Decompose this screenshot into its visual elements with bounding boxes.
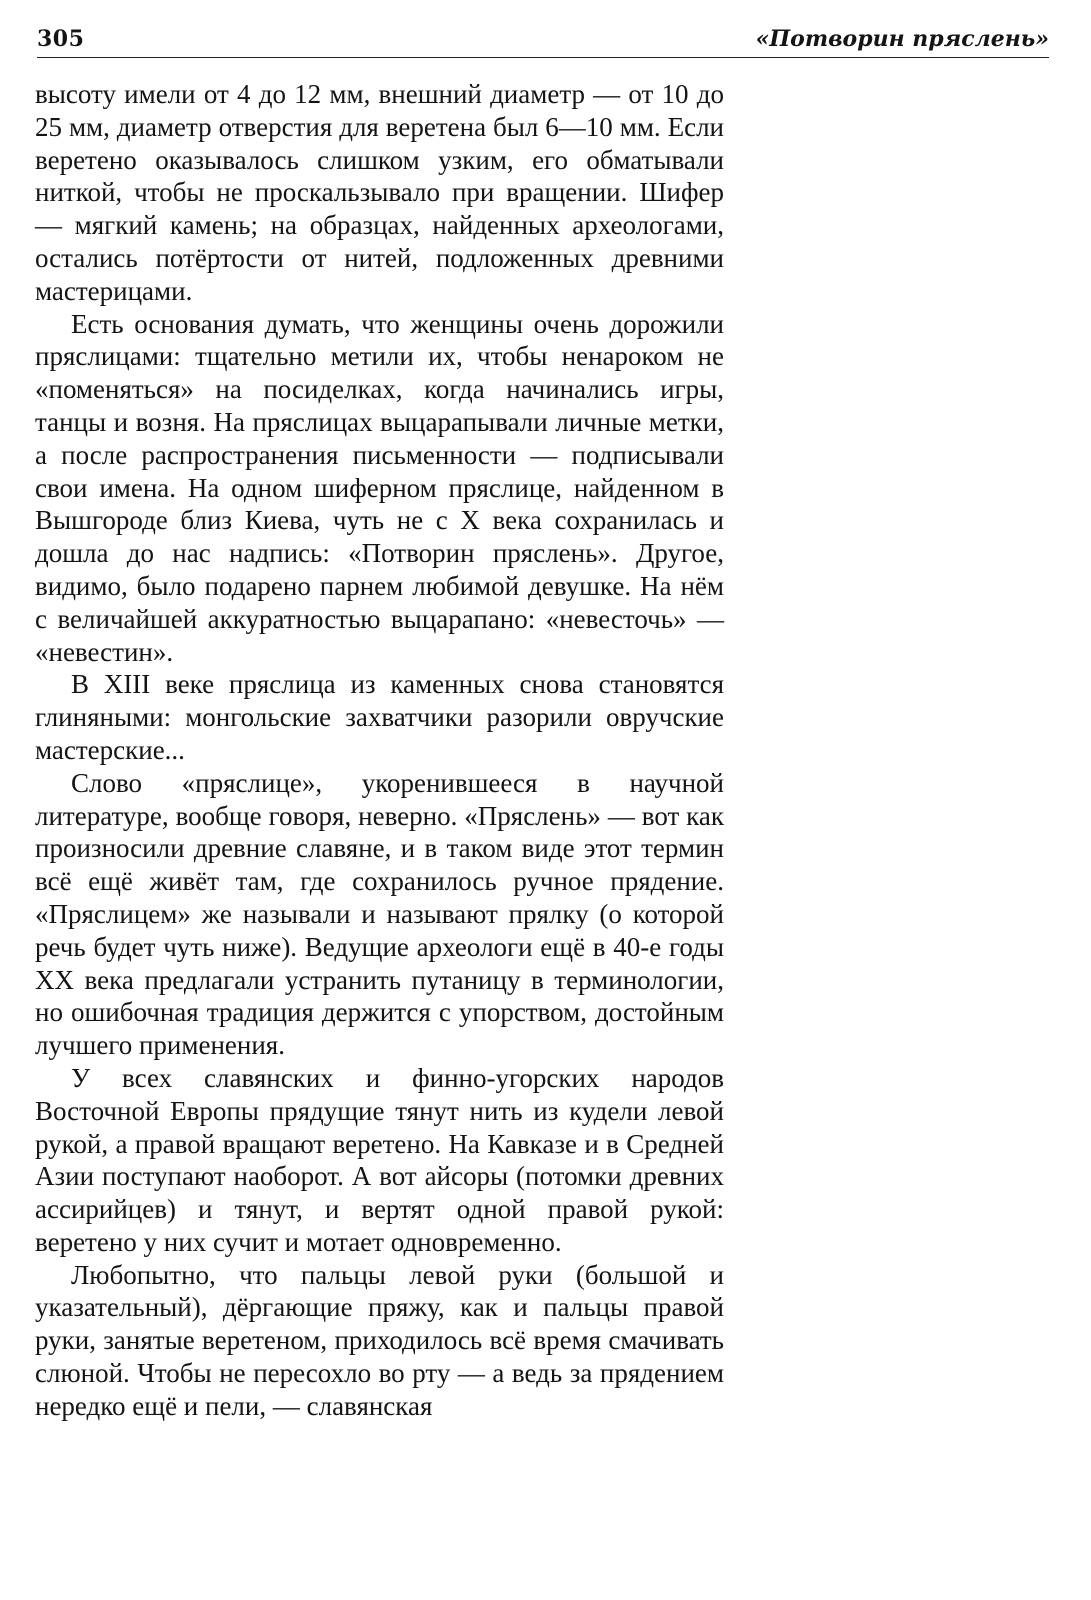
paragraph: Есть основания думать, что женщины очень дорожили пряслицами: тщательно метили их, чтобы ненароком не «поменяться» на посиделках, когда начинались игры, танцы и возня. На пряслицах выцарапывали личные метки, а после распространения письменности — подписывали свои имена. На одном шиферном пряслице, найденном в Вышгороде близ Киева, чуть не с X века сохранилась и дошла до нас надпись: «Потворин пряслень». Другое, видимо, было подарено парнем любимой девушке. На нём с величайшей аккуратностью выцарапано: «невесточь» — «невестин».	[35, 308, 724, 667]
paragraph: Слово «пряслице», укоренившееся в научной литературе, вообще говоря, неверно. «Пряслень» — вот как произносили древние славяне, и в таком виде этот термин всё ещё живёт там, где сохранилось ручное прядение. «Пряслицем» же называли и называют прялку (о которой речь будет чуть ниже). Ведущие археологи ещё в 40-е годы XX века предлагали устранить путаницу в терминологии, но ошибочная традиция держится с упорством, достойным лучшего применения.	[35, 767, 724, 1061]
header-rule	[37, 57, 1049, 58]
page-number: 305	[37, 26, 85, 52]
page-header	[37, 24, 1049, 60]
running-title: «Потворин пряслень»	[755, 26, 1049, 52]
body-text	[35, 78, 724, 1423]
paragraph-continuation: высоту имели от 4 до 12 мм, внешний диаметр — от 10 до 25 мм, диаметр отверстия для веретена был 6—10 мм. Если веретено оказывалось слишком узким, его обматывали ниткой, чтобы не проскальзывало при вращении. Шифер — мягкий камень; на образцах, найденных археологами, остались потёртости от нитей, подложенных древними мастерицами.	[35, 79, 724, 306]
paragraph: В XIII веке пряслица из каменных снова становятся глиняными: монгольские захватчики разорили овручские мастерские...	[35, 669, 724, 765]
paragraph: У всех славянских и финно-угорских народов Восточной Европы прядущие тянут нить из кудели левой рукой, а правой вращают веретено. На Кавказе и в Средней Азии поступают наоборот. А вот айсоры (потомки древних ассирийцев) и тянут, и вертят одной правой рукой: веретено у них сучит и мотает одновременно.	[35, 1062, 724, 1257]
paragraph: Любопытно, что пальцы левой руки (большой и указательный), дёргающие пряжу, как и пальцы правой руки, занятые веретеном, приходилось всё время смачивать слюной. Чтобы не пересохло во рту — а ведь за прядением нередко ещё и пели, — славянская	[35, 1259, 724, 1421]
